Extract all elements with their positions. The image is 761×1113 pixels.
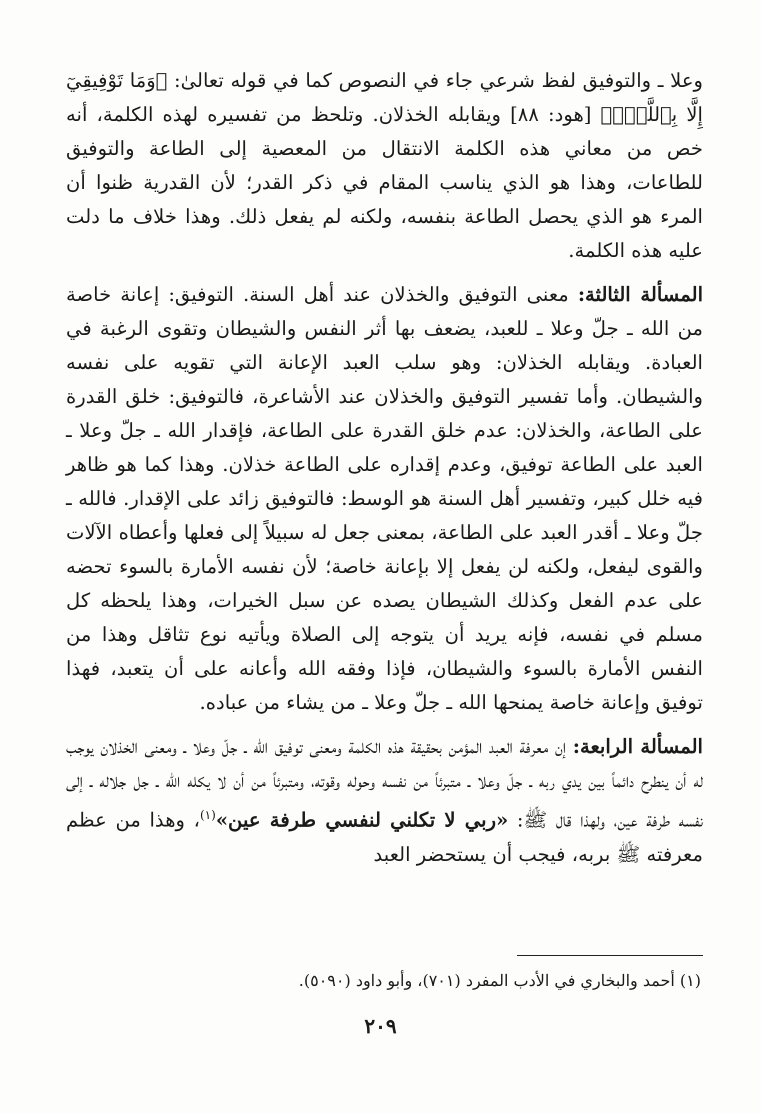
footnote-reference: (١) <box>199 808 216 822</box>
paragraph-continued <box>66 64 703 268</box>
issue-three-heading: المسألة الثالثة: <box>577 283 704 306</box>
paragraph-text: وعلا ـ والتوفيق لفظ شرعي جاء في النصوص كما في قوله تعالىٰ: ﴿وَمَا تَوْفِيقِيٓ إِلَّا بِٱللَّهِۚ﴾ [هود: ٨٨] ويقابله الخذلان. وتلحظ من تفسيره لهذه الكلمة، أنه خص من معاني هذه الكلمة الانتقال من المعصية إلى الطاعة والتوفيق للطاعات، وهذا هو الذي يناسب المقام في ذكر القدر؛ لأن القدرية ظنوا أن المرء هو الذي يحصل الطاعة بنفسه، ولكنه لم يفعل ذلك. وهذا خلاف ما دلت عليه هذه الكلمة. <box>66 69 703 262</box>
footnote-divider <box>517 955 703 956</box>
paragraph-text: إن معرفة العبد المؤمن بحقيقة هذه الكلمة ومعنى توفيق الله ـ جلّ وعلا ـ ومعنى الخذلان يوجب له أن ينطرح دائماً بين يدي ربه ـ جلّ وعلا ـ متبرئاً من نفسه وحوله وقوته، ومتبرئاً من أن لا يكله الله ـ جل جلاله ـ إلى نفسه طرفة عين، ولهذا قال ﷺ: <box>66 735 703 832</box>
footnote: (١) أحمد والبخاري في الأدب المفرد (٧٠١)، وأبو داود (٥٠٩٠). <box>298 971 701 990</box>
paragraph-issue-three <box>66 278 703 720</box>
paragraph-text: معنى التوفيق والخذلان عند أهل السنة. التوفيق: إعانة خاصة من الله ـ جلّ وعلا ـ للعبد، يضعف بها أثر النفس والشيطان وتقوى الرغبة في العبادة. ويقابله الخذلان: وهو سلب العبد الإعانة التي تقويه على نفسه والشيطان. وأما تفسير التوفيق والخذلان عند الأشاعرة، فالتوفيق: خلق القدرة على الطاعة، والخذلان: عدم خلق القدرة على الطاعة، فإقدار الله ـ جلّ وعلا ـ العبد على الطاعة توفيق، وعدم إقداره على الطاعة خذلان. وهذا كما هو ظاهر فيه خلل كبير، وتفسير أهل السنة هو الوسط: فالتوفيق زائد على الإقدار. فالله ـ جلّ وعلا ـ أقدر العبد على الطاعة، بمعنى جعل له سبيلاً إلى فعلها وأعطاه الآلات والقوى ليفعل، ولكنه لن يفعل إلا بإعانة خاصة؛ لأن نفسه الأمارة بالسوء تحضه على عدم الفعل وكذلك الشيطان يصده عن سبل الخيرات، وهذا يلحظه كل مسلم في نفسه، فإنه يريد أن يتوجه إلى الصلاة ويأتيه نوع تثاقل وهذا من النفس الأمارة بالسوء والشيطان، فإذا وفقه الله وأعانه على أن يتعبد، فهذا توفيق وإعانة خاصة يمنحها الله ـ جلّ وعلا ـ من يشاء من عباده. <box>66 283 703 714</box>
page-body <box>66 64 703 872</box>
paragraph-issue-four <box>66 730 703 872</box>
page-number: ٢٠٩ <box>364 1014 397 1038</box>
issue-four-heading: المسألة الرابعة: <box>572 735 703 758</box>
hadith-quote: «ربي لا تكلني لنفسي طرفة عين» <box>215 808 509 832</box>
paragraph-text-end: ، وهذا من عظم معرفته ﷺ بربه، فيجب أن يستحضر العبد <box>66 808 703 866</box>
